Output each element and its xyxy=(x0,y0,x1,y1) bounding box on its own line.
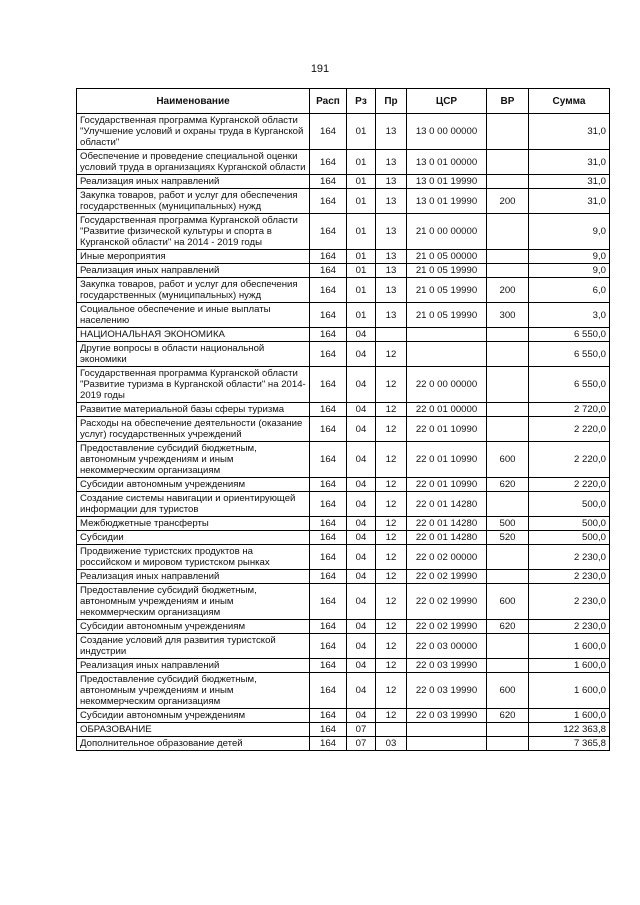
cell-rz: 01 xyxy=(347,214,376,250)
cell-rasp: 164 xyxy=(310,517,347,531)
table-row xyxy=(77,620,610,634)
cell-rasp: 164 xyxy=(310,403,347,417)
cell-name: Иные мероприятия xyxy=(77,250,310,264)
cell-rasp: 164 xyxy=(310,478,347,492)
cell-sum: 6,0 xyxy=(529,278,610,303)
header-csr: ЦСР xyxy=(407,89,487,114)
table-row xyxy=(77,250,610,264)
cell-vr xyxy=(487,417,529,442)
cell-rz: 04 xyxy=(347,570,376,584)
cell-vr: 300 xyxy=(487,303,529,328)
cell-sum: 6 550,0 xyxy=(529,342,610,367)
table-header-row xyxy=(77,89,610,114)
cell-rasp: 164 xyxy=(310,531,347,545)
cell-sum: 1 600,0 xyxy=(529,673,610,709)
cell-name: Создание системы навигации и ориентирующей информации для туристов xyxy=(77,492,310,517)
cell-sum: 500,0 xyxy=(529,492,610,517)
header-pr: Пр xyxy=(376,89,407,114)
cell-name: Закупка товаров, работ и услуг для обеспечения государственных (муниципальных) нужд xyxy=(77,278,310,303)
table-row xyxy=(77,673,610,709)
cell-pr: 12 xyxy=(376,367,407,403)
cell-pr: 12 xyxy=(376,478,407,492)
table-row xyxy=(77,214,610,250)
cell-vr xyxy=(487,214,529,250)
cell-sum: 9,0 xyxy=(529,250,610,264)
cell-name: Предоставление субсидий бюджетным, автономным учреждениям и иным некоммерческим организациям xyxy=(77,584,310,620)
cell-name: Субсидии автономным учреждениям xyxy=(77,620,310,634)
cell-pr: 12 xyxy=(376,545,407,570)
cell-csr xyxy=(407,328,487,342)
cell-vr: 620 xyxy=(487,709,529,723)
cell-sum: 31,0 xyxy=(529,175,610,189)
cell-name: Создание условий для развития туристской индустрии xyxy=(77,634,310,659)
cell-pr: 13 xyxy=(376,264,407,278)
table-row xyxy=(77,342,610,367)
cell-name: ОБРАЗОВАНИЕ xyxy=(77,723,310,737)
cell-rz: 04 xyxy=(347,659,376,673)
cell-sum: 31,0 xyxy=(529,114,610,150)
cell-rz: 04 xyxy=(347,634,376,659)
cell-sum: 1 600,0 xyxy=(529,634,610,659)
cell-sum: 2 720,0 xyxy=(529,403,610,417)
budget-table xyxy=(76,88,610,751)
cell-rz: 07 xyxy=(347,737,376,751)
cell-vr xyxy=(487,328,529,342)
cell-sum: 2 230,0 xyxy=(529,545,610,570)
cell-csr: 21 0 00 00000 xyxy=(407,214,487,250)
cell-sum: 2 220,0 xyxy=(529,478,610,492)
cell-vr: 620 xyxy=(487,478,529,492)
cell-sum: 500,0 xyxy=(529,531,610,545)
cell-pr: 13 xyxy=(376,278,407,303)
cell-csr: 22 0 01 14280 xyxy=(407,492,487,517)
cell-pr: 12 xyxy=(376,492,407,517)
cell-csr xyxy=(407,737,487,751)
cell-rasp: 164 xyxy=(310,175,347,189)
cell-pr: 12 xyxy=(376,442,407,478)
cell-vr: 600 xyxy=(487,584,529,620)
cell-vr xyxy=(487,250,529,264)
cell-rz: 04 xyxy=(347,517,376,531)
cell-pr: 12 xyxy=(376,531,407,545)
cell-rasp: 164 xyxy=(310,442,347,478)
cell-pr: 13 xyxy=(376,303,407,328)
table-row xyxy=(77,403,610,417)
cell-rasp: 164 xyxy=(310,659,347,673)
cell-vr xyxy=(487,634,529,659)
cell-sum: 2 220,0 xyxy=(529,417,610,442)
cell-sum: 2 230,0 xyxy=(529,584,610,620)
cell-name: Закупка товаров, работ и услуг для обеспечения государственных (муниципальных) нужд xyxy=(77,189,310,214)
cell-rz: 01 xyxy=(347,189,376,214)
cell-vr xyxy=(487,723,529,737)
cell-csr: 22 0 02 19990 xyxy=(407,584,487,620)
cell-rz: 04 xyxy=(347,709,376,723)
cell-rasp: 164 xyxy=(310,492,347,517)
cell-name: Субсидии xyxy=(77,531,310,545)
cell-csr: 22 0 03 19990 xyxy=(407,709,487,723)
cell-name: Обеспечение и проведение специальной оценки условий труда в организациях Курганской области xyxy=(77,150,310,175)
cell-vr: 500 xyxy=(487,517,529,531)
cell-csr: 13 0 00 00000 xyxy=(407,114,487,150)
table-row xyxy=(77,442,610,478)
table-row xyxy=(77,545,610,570)
cell-name: Другие вопросы в области национальной экономики xyxy=(77,342,310,367)
cell-name: Реализация иных направлений xyxy=(77,264,310,278)
table-row xyxy=(77,175,610,189)
cell-rasp: 164 xyxy=(310,114,347,150)
cell-rasp: 164 xyxy=(310,264,347,278)
cell-pr: 13 xyxy=(376,250,407,264)
table-row xyxy=(77,723,610,737)
header-vr: ВР xyxy=(487,89,529,114)
cell-csr: 21 0 05 19990 xyxy=(407,303,487,328)
cell-vr xyxy=(487,264,529,278)
cell-csr: 22 0 01 10990 xyxy=(407,417,487,442)
cell-csr: 21 0 05 19990 xyxy=(407,278,487,303)
cell-vr: 520 xyxy=(487,531,529,545)
cell-sum: 2 230,0 xyxy=(529,620,610,634)
cell-csr: 21 0 05 00000 xyxy=(407,250,487,264)
table-row xyxy=(77,517,610,531)
cell-sum: 6 550,0 xyxy=(529,328,610,342)
cell-csr: 22 0 02 19990 xyxy=(407,570,487,584)
cell-pr: 12 xyxy=(376,659,407,673)
cell-vr xyxy=(487,737,529,751)
cell-name: Реализация иных направлений xyxy=(77,570,310,584)
table-row xyxy=(77,367,610,403)
table-row xyxy=(77,150,610,175)
cell-name: Государственная программа Курганской области "Улучшение условий и охраны труда в Курганской области" xyxy=(77,114,310,150)
cell-pr: 12 xyxy=(376,570,407,584)
cell-rz: 04 xyxy=(347,673,376,709)
cell-pr: 12 xyxy=(376,417,407,442)
cell-pr: 12 xyxy=(376,673,407,709)
cell-rasp: 164 xyxy=(310,278,347,303)
cell-csr: 13 0 01 00000 xyxy=(407,150,487,175)
cell-vr xyxy=(487,570,529,584)
table-body xyxy=(77,114,610,751)
cell-name: Межбюджетные трансферты xyxy=(77,517,310,531)
table-row xyxy=(77,492,610,517)
cell-pr: 03 xyxy=(376,737,407,751)
cell-csr: 22 0 01 00000 xyxy=(407,403,487,417)
cell-name: Расходы на обеспечение деятельности (оказание услуг) государственных учреждений xyxy=(77,417,310,442)
cell-name: Продвижение туристских продуктов на российском и мировом туристском рынках xyxy=(77,545,310,570)
cell-sum: 500,0 xyxy=(529,517,610,531)
cell-pr: 12 xyxy=(376,342,407,367)
cell-rasp: 164 xyxy=(310,328,347,342)
cell-pr: 13 xyxy=(376,189,407,214)
cell-rasp: 164 xyxy=(310,303,347,328)
cell-name: Субсидии автономным учреждениям xyxy=(77,478,310,492)
cell-csr: 22 0 03 19990 xyxy=(407,659,487,673)
cell-sum: 3,0 xyxy=(529,303,610,328)
header-rz: Рз xyxy=(347,89,376,114)
cell-sum: 9,0 xyxy=(529,264,610,278)
cell-pr xyxy=(376,328,407,342)
cell-rz: 01 xyxy=(347,150,376,175)
header-name: Наименование xyxy=(77,89,310,114)
cell-vr xyxy=(487,545,529,570)
table-row xyxy=(77,531,610,545)
table-row xyxy=(77,584,610,620)
cell-pr: 13 xyxy=(376,175,407,189)
cell-csr: 22 0 01 10990 xyxy=(407,478,487,492)
cell-rasp: 164 xyxy=(310,342,347,367)
cell-vr xyxy=(487,659,529,673)
cell-rz: 04 xyxy=(347,584,376,620)
cell-pr xyxy=(376,723,407,737)
cell-rasp: 164 xyxy=(310,189,347,214)
cell-pr: 12 xyxy=(376,620,407,634)
cell-vr xyxy=(487,492,529,517)
cell-csr xyxy=(407,723,487,737)
cell-pr: 13 xyxy=(376,150,407,175)
cell-sum: 2 220,0 xyxy=(529,442,610,478)
cell-rasp: 164 xyxy=(310,417,347,442)
table-row xyxy=(77,278,610,303)
cell-name: НАЦИОНАЛЬНАЯ ЭКОНОМИКА xyxy=(77,328,310,342)
cell-rz: 04 xyxy=(347,367,376,403)
cell-rasp: 164 xyxy=(310,367,347,403)
table-row xyxy=(77,659,610,673)
cell-vr xyxy=(487,114,529,150)
cell-rasp: 164 xyxy=(310,737,347,751)
cell-rasp: 164 xyxy=(310,545,347,570)
cell-rasp: 164 xyxy=(310,723,347,737)
cell-csr: 13 0 01 19990 xyxy=(407,175,487,189)
cell-csr: 22 0 03 19990 xyxy=(407,673,487,709)
cell-rz: 04 xyxy=(347,492,376,517)
cell-sum: 2 230,0 xyxy=(529,570,610,584)
cell-name: Реализация иных направлений xyxy=(77,659,310,673)
cell-rz: 04 xyxy=(347,442,376,478)
cell-rz: 01 xyxy=(347,114,376,150)
table-row xyxy=(77,478,610,492)
cell-sum: 122 363,8 xyxy=(529,723,610,737)
cell-vr xyxy=(487,175,529,189)
table-row xyxy=(77,303,610,328)
cell-rz: 04 xyxy=(347,417,376,442)
cell-csr: 21 0 05 19990 xyxy=(407,264,487,278)
table-row xyxy=(77,328,610,342)
table-row xyxy=(77,570,610,584)
cell-rz: 01 xyxy=(347,303,376,328)
cell-pr: 12 xyxy=(376,517,407,531)
cell-csr: 22 0 00 00000 xyxy=(407,367,487,403)
cell-rasp: 164 xyxy=(310,709,347,723)
cell-name: Дополнительное образование детей xyxy=(77,737,310,751)
cell-pr: 12 xyxy=(376,584,407,620)
cell-rasp: 164 xyxy=(310,214,347,250)
cell-rz: 04 xyxy=(347,531,376,545)
cell-csr: 22 0 01 10990 xyxy=(407,442,487,478)
cell-csr: 22 0 03 00000 xyxy=(407,634,487,659)
cell-vr xyxy=(487,150,529,175)
cell-rz: 01 xyxy=(347,175,376,189)
cell-rz: 04 xyxy=(347,342,376,367)
header-rasp: Расп xyxy=(310,89,347,114)
page-number: 191 xyxy=(310,63,330,75)
cell-name: Развитие материальной базы сферы туризма xyxy=(77,403,310,417)
cell-rasp: 164 xyxy=(310,570,347,584)
table-row xyxy=(77,417,610,442)
cell-name: Государственная программа Курганской области "Развитие туризма в Курганской области" на 2014-2019 годы xyxy=(77,367,310,403)
table-row xyxy=(77,114,610,150)
cell-sum: 9,0 xyxy=(529,214,610,250)
cell-sum: 6 550,0 xyxy=(529,367,610,403)
cell-pr: 12 xyxy=(376,403,407,417)
cell-rz: 01 xyxy=(347,250,376,264)
table-row xyxy=(77,634,610,659)
cell-vr: 200 xyxy=(487,189,529,214)
cell-sum: 31,0 xyxy=(529,189,610,214)
cell-name: Субсидии автономным учреждениям xyxy=(77,709,310,723)
cell-rasp: 164 xyxy=(310,634,347,659)
cell-vr: 620 xyxy=(487,620,529,634)
cell-vr xyxy=(487,403,529,417)
cell-pr: 13 xyxy=(376,114,407,150)
cell-name: Социальное обеспечение и иные выплаты населению xyxy=(77,303,310,328)
cell-name: Реализация иных направлений xyxy=(77,175,310,189)
cell-sum: 1 600,0 xyxy=(529,709,610,723)
cell-name: Предоставление субсидий бюджетным, автономным учреждениям и иным некоммерческим организациям xyxy=(77,442,310,478)
cell-csr: 22 0 02 19990 xyxy=(407,620,487,634)
cell-sum: 1 600,0 xyxy=(529,659,610,673)
table-row xyxy=(77,264,610,278)
cell-rz: 04 xyxy=(347,545,376,570)
cell-rz: 04 xyxy=(347,620,376,634)
cell-sum: 31,0 xyxy=(529,150,610,175)
cell-pr: 13 xyxy=(376,214,407,250)
cell-rz: 01 xyxy=(347,278,376,303)
cell-csr: 22 0 02 00000 xyxy=(407,545,487,570)
cell-csr: 13 0 01 19990 xyxy=(407,189,487,214)
cell-csr: 22 0 01 14280 xyxy=(407,517,487,531)
cell-pr: 12 xyxy=(376,709,407,723)
cell-csr: 22 0 01 14280 xyxy=(407,531,487,545)
cell-rz: 07 xyxy=(347,723,376,737)
cell-rz: 04 xyxy=(347,478,376,492)
cell-rasp: 164 xyxy=(310,150,347,175)
cell-vr: 200 xyxy=(487,278,529,303)
table-row xyxy=(77,709,610,723)
cell-rz: 01 xyxy=(347,264,376,278)
table-row xyxy=(77,737,610,751)
table-row xyxy=(77,189,610,214)
cell-rasp: 164 xyxy=(310,673,347,709)
header-sum: Сумма xyxy=(529,89,610,114)
cell-vr: 600 xyxy=(487,442,529,478)
cell-pr: 12 xyxy=(376,634,407,659)
cell-name: Предоставление субсидий бюджетным, автономным учреждениям и иным некоммерческим организациям xyxy=(77,673,310,709)
cell-rasp: 164 xyxy=(310,620,347,634)
cell-name: Государственная программа Курганской области "Развитие физической культуры и спорта в Курганской области" на 2014 - 2019 годы xyxy=(77,214,310,250)
cell-sum: 7 365,8 xyxy=(529,737,610,751)
cell-vr: 600 xyxy=(487,673,529,709)
cell-csr xyxy=(407,342,487,367)
cell-rasp: 164 xyxy=(310,584,347,620)
cell-vr xyxy=(487,367,529,403)
cell-rasp: 164 xyxy=(310,250,347,264)
cell-rz: 04 xyxy=(347,328,376,342)
cell-rz: 04 xyxy=(347,403,376,417)
cell-vr xyxy=(487,342,529,367)
